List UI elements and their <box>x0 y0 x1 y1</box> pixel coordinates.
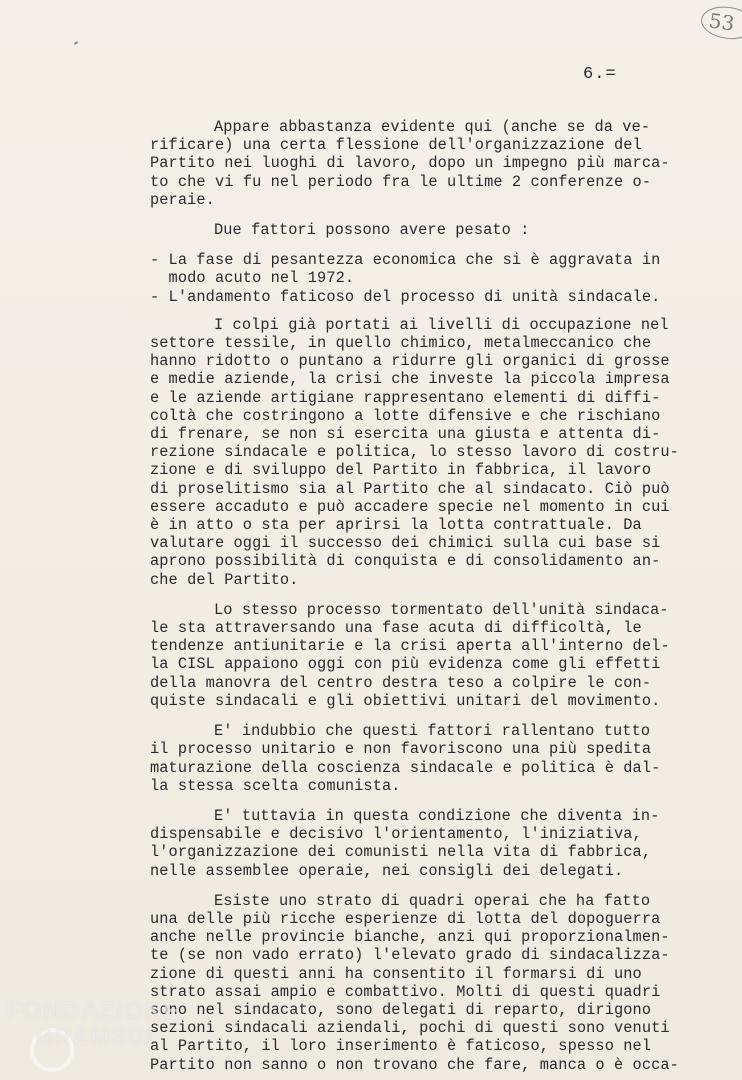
text-line: valutare oggi il successo dei chimici sulla cui base si <box>150 534 661 553</box>
typewritten-body <box>150 118 679 1074</box>
text-line: nelle assemblee operaie, nei consigli dei delegati. <box>150 861 624 880</box>
text-line: - L'andamento faticoso del processo di unità sindacale. <box>150 287 661 306</box>
text-line: quiste sindacali e gli obiettivi unitari del movimento. <box>150 691 661 710</box>
text-line: rezione sindacale e politica, lo stesso lavoro di costru- <box>150 443 679 462</box>
text-line: della manovra del centro destra teso a colpire le con- <box>150 673 652 692</box>
text-line: zione e di sviluppo del Partito in fabbrica, il lavoro <box>150 461 652 480</box>
text-line: che del Partito. <box>150 570 299 589</box>
paragraph <box>150 315 679 589</box>
text-line: al Partito, il loro inserimento è faticoso, spesso nel <box>150 1037 652 1056</box>
text-line: te (se non vado errato) l'elevato grado di sindacalizza- <box>150 946 670 965</box>
watermark-line-2: GRAMSCI <box>36 1024 154 1049</box>
text-line: Appare abbastanza evidente qui (anche se da ve- <box>214 118 651 136</box>
paragraph <box>150 118 670 209</box>
archive-page-mark: 53 <box>707 8 736 36</box>
text-line: e le aziende artigiane rappresentano elementi di diffi- <box>150 388 661 407</box>
paragraph-gap <box>150 209 650 221</box>
text-line: di proselitismo sia al Partito che al sindacato. Ciò può <box>150 479 670 498</box>
text-line: zione di questi anni ha consentito il formarsi di uno <box>150 964 642 983</box>
text-line: settore tessile, in quello chimico, metalmeccanico che <box>150 334 652 353</box>
text-line: Due fattori possono avere pesato : <box>214 221 530 240</box>
text-line: Partito nei luoghi di lavoro, dopo un impegno più marca- <box>150 154 670 173</box>
text-line: dispensabile e decisivo l'orientamento, l'iniziativa, <box>150 825 642 844</box>
paragraph <box>150 891 679 1074</box>
paragraph-gap <box>150 589 650 601</box>
text-line: anche nelle provincie bianche, anzi qui proporzionalmen- <box>150 928 670 947</box>
text-line: modo acuto nel 1972. <box>150 269 355 288</box>
text-line: sezioni sindacali aziendali, pochi di questi sono venuti <box>150 1019 670 1038</box>
paragraph <box>150 600 670 710</box>
text-line: e medie aziende, la crisi che investe la piccola impresa <box>150 370 670 389</box>
pen-mark <box>74 41 78 45</box>
text-line: hanno ridotto o puntano a ridurre gli organici di grosse <box>150 352 670 371</box>
text-line: Esiste uno strato di quadri operai che ha fatto <box>214 891 651 910</box>
paragraph-gap <box>150 880 650 892</box>
paragraph-gap <box>150 306 650 316</box>
text-line: la stessa scelta comunista. <box>150 776 401 795</box>
text-line: una delle più ricche esperienze di lotta del dopoguerra <box>150 909 661 928</box>
paragraph <box>150 806 660 880</box>
text-line: maturazione della coscienza sindacale e politica è dal- <box>150 758 661 777</box>
text-line: tendenze antiunitarie e la crisi aperta all'interno del- <box>150 637 670 656</box>
text-line: E' tuttavia in questa condizione che diventa in- <box>214 806 660 825</box>
text-line: sono nel sindacato, sono delegati di reparto, dirigono <box>150 1000 652 1019</box>
paragraph-gap <box>150 795 650 807</box>
text-line: l'organizzazione dei comunisti nella vita di fabbrica, <box>150 843 652 862</box>
text-line: essere accaduto e può accadere specie nel momento in cui <box>150 497 670 516</box>
watermark-line-1: FONDAZIONE <box>6 997 182 1025</box>
text-line: rificare) una certa flessione dell'organizzazione del <box>150 136 642 155</box>
paragraph-gap <box>150 710 650 722</box>
text-line: il processo unitario e non favoriscono una più spedita <box>150 740 652 759</box>
archive-watermark <box>6 998 181 1050</box>
text-line: I colpi già portati ai livelli di occupazione nel <box>214 315 669 334</box>
text-line: la CISL appaiono oggi con più evidenza come gli effetti <box>150 655 661 674</box>
text-line: peraie. <box>150 190 215 209</box>
text-line: Lo stesso processo tormentato dell'unità sindaca- <box>214 600 669 619</box>
text-line: E' indubbio che questi fattori rallentano tutto <box>214 722 651 741</box>
page-number: 6.= <box>583 65 617 84</box>
text-line: coltà che costringono a lotte difensive e che rischiano <box>150 406 661 425</box>
text-line: - La fase di pesantezza economica che si è aggravata in <box>150 251 661 270</box>
text-line: Partito non sanno o non trovano che fare, manca o è occa- <box>150 1055 679 1074</box>
paragraph-gap <box>150 239 650 251</box>
paragraph <box>150 722 661 795</box>
text-line: le sta attraversando una fase acuta di difficoltà, le <box>150 619 642 638</box>
text-line: è in atto o sta per aprirsi la lotta contrattuale. Da <box>150 516 642 535</box>
paragraph <box>150 251 661 306</box>
text-line: di frenare, se non si esercita una giusta e attenta di- <box>150 425 661 444</box>
text-line: aprono possibilità di conquista e di consolidamento an- <box>150 552 661 571</box>
text-line: to che vi fu nel periodo fra le ultime 2 conferenze o- <box>150 172 652 191</box>
text-line: strato assai ampio e combattivo. Molti di questi quadri <box>150 982 661 1001</box>
paragraph <box>150 221 650 239</box>
